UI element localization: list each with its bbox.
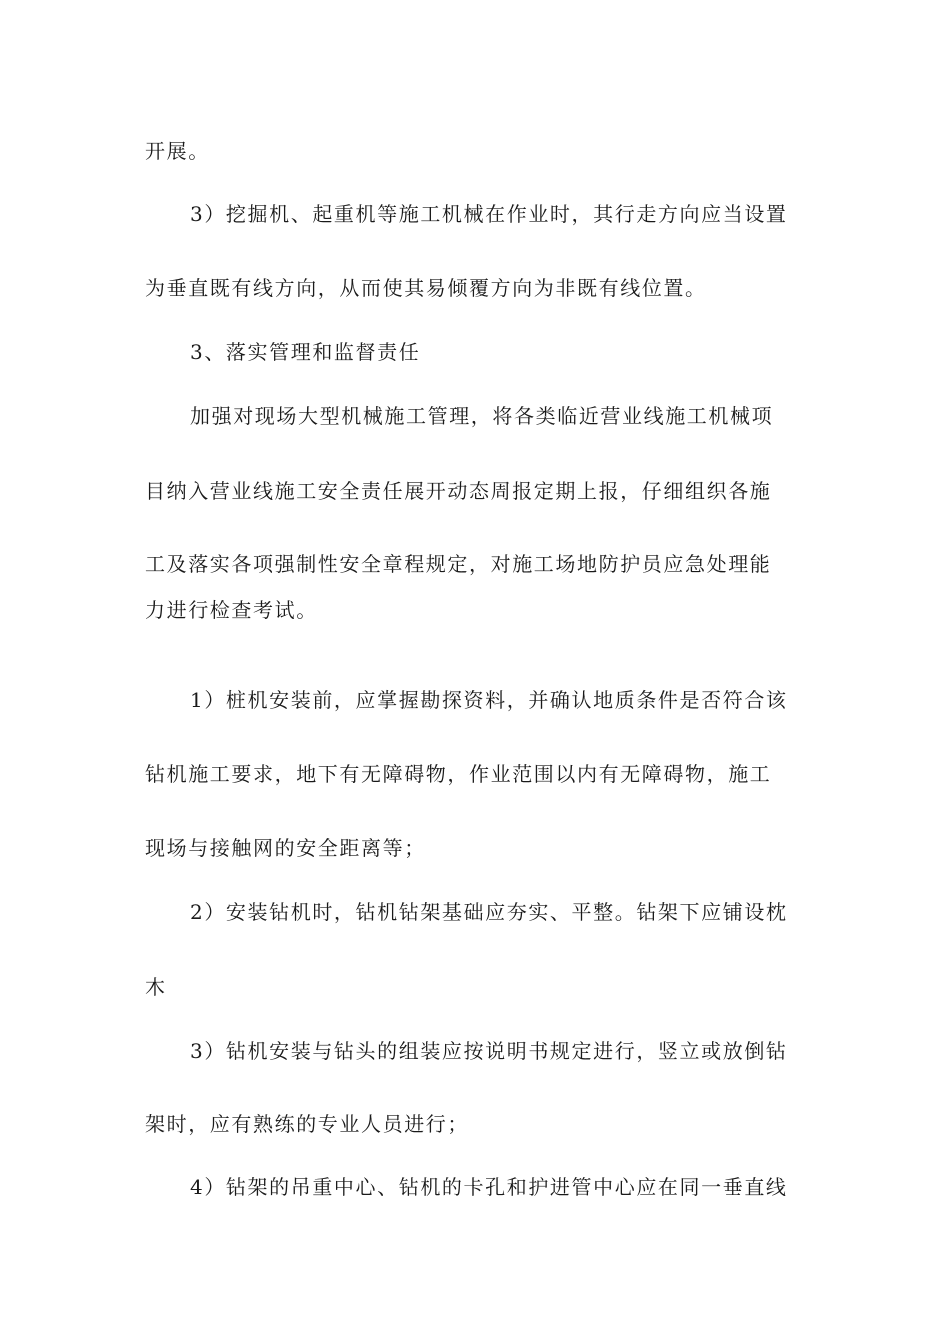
- text-line: 加强对现场大型机械施工管理，将各类临近营业线施工机械项: [190, 404, 774, 428]
- text-line: 目纳入营业线施工安全责任展开动态周报定期上报，仔细组织各施: [145, 479, 772, 503]
- text-line: 现场与接触网的安全距离等；: [145, 836, 426, 860]
- text-line: 力进行检查考试。: [145, 598, 318, 622]
- text-line: 钻机施工要求，地下有无障碍物，作业范围以内有无障碍物，施工: [145, 762, 772, 786]
- text-line: 架时，应有熟练的专业人员进行；: [145, 1112, 469, 1136]
- text-line: 3）挖掘机、起重机等施工机械在作业时，其行走方向应当设置: [190, 202, 788, 226]
- text-line: 1）桩机安装前，应掌握勘探资料，并确认地质条件是否符合该: [190, 688, 788, 712]
- text-line: 开展。: [145, 139, 210, 163]
- text-line: 2）安装钻机时，钻机钻架基础应夯实、平整。钻架下应铺设枕: [190, 900, 788, 924]
- text-line: 4）钻架的吊重中心、钻机的卡孔和护进管中心应在同一垂直线: [190, 1175, 788, 1199]
- section-heading: 3、落实管理和监督责任: [190, 340, 421, 364]
- text-line: 木: [145, 975, 167, 999]
- text-line: 为垂直既有线方向，从而使其易倾覆方向为非既有线位置。: [145, 276, 707, 300]
- text-line: 工及落实各项强制性安全章程规定，对施工场地防护员应急处理能: [145, 552, 772, 576]
- text-line: 3）钻机安装与钻头的组装应按说明书规定进行，竖立或放倒钻: [190, 1039, 788, 1063]
